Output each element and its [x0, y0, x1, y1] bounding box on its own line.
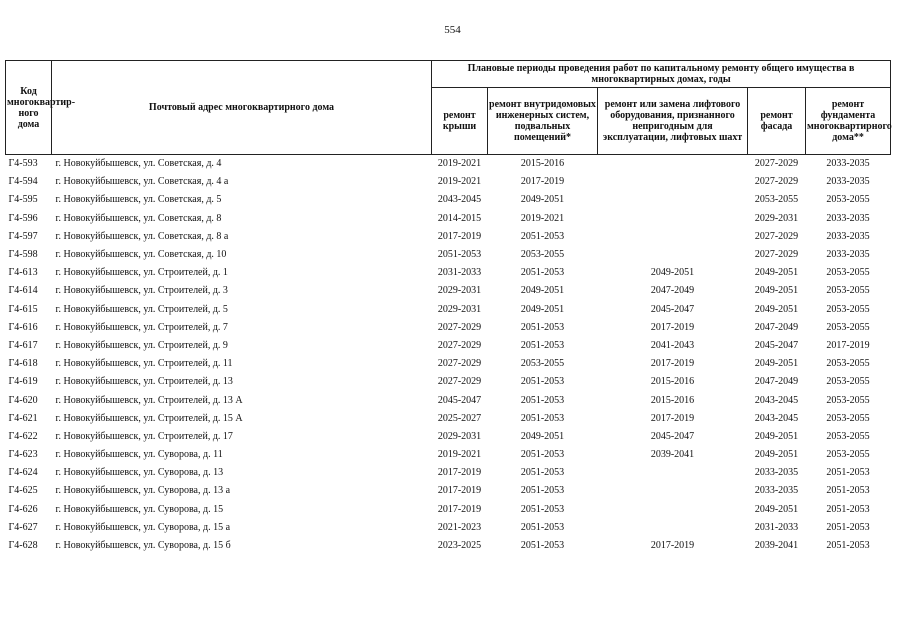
row-code: Г4-619: [8, 376, 38, 388]
table-row: [6, 282, 891, 300]
row-address: г. Новокуйбышевск, ул. Строителей, д. 3: [55, 285, 228, 297]
row-roof: 2027-2029: [437, 376, 482, 388]
row-code: Г4-626: [8, 503, 38, 515]
row-foundation: 2033-2035: [826, 212, 870, 224]
row-facade: 2027-2029: [754, 230, 799, 242]
row-roof: 2021-2023: [437, 521, 482, 533]
row-roof: 2051-2053: [437, 249, 482, 261]
row-internal-systems: 2051-2053: [520, 230, 565, 242]
row-roof: 2029-2031: [437, 303, 482, 315]
row-facade: 2033-2035: [754, 485, 799, 497]
row-address: г. Новокуйбышевск, ул. Суворова, д. 15 а: [55, 521, 231, 533]
row-foundation: 2051-2053: [826, 521, 870, 533]
row-elevator: [598, 246, 748, 264]
capital-repair-table: [5, 60, 891, 555]
row-address: г. Новокуйбышевск, ул. Советская, д. 8 а: [55, 230, 229, 242]
row-code: Г4-621: [8, 412, 38, 424]
row-address: г. Новокуйбышевск, ул. Суворова, д. 15 б: [55, 540, 231, 552]
row-code: Г4-622: [8, 430, 38, 442]
row-elevator: 2017-2019: [650, 321, 695, 333]
row-elevator: [598, 173, 748, 191]
table-row: [6, 191, 891, 209]
row-code: Г4-625: [8, 485, 38, 497]
row-code: Г4-618: [8, 358, 38, 370]
row-elevator: [598, 501, 748, 519]
header-code: Код многоквартир-ного дома: [6, 61, 52, 155]
row-internal-systems: 2051-2053: [520, 521, 565, 533]
header-facade: ремонт фасада: [748, 88, 806, 155]
row-internal-systems: 2051-2053: [520, 339, 565, 351]
row-elevator: [598, 519, 748, 537]
table-row: [6, 428, 891, 446]
row-internal-systems: 2051-2053: [520, 267, 565, 279]
row-facade: 2039-2041: [754, 540, 799, 552]
row-code: Г4-617: [8, 339, 38, 351]
row-foundation: 2051-2053: [826, 485, 870, 497]
row-internal-systems: 2049-2051: [520, 194, 565, 206]
row-elevator: 2039-2041: [650, 449, 695, 461]
row-facade: 2027-2029: [754, 176, 799, 188]
table-row: [6, 446, 891, 464]
table-row: [6, 464, 891, 482]
row-address: г. Новокуйбышевск, ул. Строителей, д. 5: [55, 303, 228, 315]
row-address: г. Новокуйбышевск, ул. Строителей, д. 9: [55, 339, 228, 351]
row-address: г. Новокуйбышевск, ул. Суворова, д. 13 а: [55, 485, 231, 497]
row-foundation: 2053-2055: [826, 430, 870, 442]
row-elevator: 2017-2019: [650, 412, 695, 424]
row-internal-systems: 2017-2019: [520, 176, 565, 188]
row-code: Г4-624: [8, 467, 38, 479]
row-facade: 2031-2033: [754, 521, 799, 533]
row-internal-systems: 2049-2051: [520, 303, 565, 315]
row-internal-systems: 2019-2021: [520, 212, 565, 224]
row-internal-systems: 2051-2053: [520, 503, 565, 515]
row-foundation: 2053-2055: [826, 267, 870, 279]
row-facade: 2049-2051: [754, 430, 799, 442]
row-roof: 2017-2019: [437, 467, 482, 479]
row-internal-systems: 2051-2053: [520, 485, 565, 497]
row-roof: 2025-2027: [437, 412, 482, 424]
row-code: Г4-597: [8, 230, 38, 242]
header-elevator: ремонт или замена лифтового оборудования, признанного непригодным для эксплуатации, лифтовых шахт: [598, 88, 748, 155]
row-code: Г4-614: [8, 285, 38, 297]
row-elevator: [598, 228, 748, 246]
row-elevator: 2017-2019: [650, 540, 695, 552]
row-facade: 2029-2031: [754, 212, 799, 224]
row-roof: 2019-2021: [437, 449, 482, 461]
row-facade: 2033-2035: [754, 467, 799, 479]
row-foundation: 2051-2053: [826, 540, 870, 552]
table-row: [6, 373, 891, 391]
row-code: Г4-620: [8, 394, 38, 406]
row-elevator: [598, 210, 748, 228]
row-elevator: 2047-2049: [650, 285, 695, 297]
table-row: [6, 228, 891, 246]
table-row: [6, 537, 891, 555]
row-elevator: 2015-2016: [650, 394, 695, 406]
row-code: Г4-598: [8, 249, 38, 261]
row-address: г. Новокуйбышевск, ул. Строителей, д. 1: [55, 267, 228, 279]
row-address: г. Новокуйбышевск, ул. Строителей, д. 13 А: [55, 394, 243, 406]
row-address: г. Новокуйбышевск, ул. Строителей, д. 15 А: [55, 412, 243, 424]
row-internal-systems: 2049-2051: [520, 430, 565, 442]
row-foundation: 2053-2055: [826, 321, 870, 333]
row-roof: 2027-2029: [437, 321, 482, 333]
row-code: Г4-615: [8, 303, 38, 315]
row-roof: 2043-2045: [437, 194, 482, 206]
row-facade: 2053-2055: [754, 194, 799, 206]
row-facade: 2027-2029: [748, 155, 806, 174]
row-address: г. Новокуйбышевск, ул. Суворова, д. 13: [55, 467, 224, 479]
row-address: г. Новокуйбышевск, ул. Советская, д. 8: [55, 212, 222, 224]
row-facade: 2047-2049: [754, 321, 799, 333]
row-internal-systems: 2051-2053: [520, 321, 565, 333]
row-roof: 2031-2033: [437, 267, 482, 279]
row-foundation: 2053-2055: [826, 358, 870, 370]
row-facade: 2045-2047: [754, 339, 799, 351]
row-elevator: 2045-2047: [650, 430, 695, 442]
row-facade: 2027-2029: [754, 249, 799, 261]
row-address: г. Новокуйбышевск, ул. Строителей, д. 7: [55, 321, 228, 333]
row-code: Г4-627: [8, 521, 38, 533]
row-foundation: 2033-2035: [826, 176, 870, 188]
row-roof: 2019-2021: [437, 176, 482, 188]
table-row: [6, 355, 891, 373]
row-facade: 2043-2045: [754, 394, 799, 406]
row-address: г. Новокуйбышевск, ул. Советская, д. 4: [52, 155, 432, 174]
row-internal-systems: 2053-2055: [520, 358, 565, 370]
row-elevator: 2045-2047: [650, 303, 695, 315]
table-row: [6, 210, 891, 228]
row-address: г. Новокуйбышевск, ул. Строителей, д. 17: [55, 430, 233, 442]
row-elevator: 2015-2016: [650, 376, 695, 388]
table-row: [6, 319, 891, 337]
row-internal-systems: 2051-2053: [520, 394, 565, 406]
row-elevator: 2017-2019: [650, 358, 695, 370]
row-internal-systems: 2051-2053: [520, 412, 565, 424]
row-address: г. Новокуйбышевск, ул. Советская, д. 10: [55, 249, 227, 261]
row-facade: 2047-2049: [754, 376, 799, 388]
row-roof: 2029-2031: [437, 430, 482, 442]
row-elevator: [598, 464, 748, 482]
row-code: Г4-596: [8, 212, 38, 224]
row-roof: 2029-2031: [437, 285, 482, 297]
row-address: г. Новокуйбышевск, ул. Строителей, д. 11: [55, 358, 233, 370]
row-elevator: [598, 482, 748, 500]
table-row: [6, 501, 891, 519]
row-elevator: 2041-2043: [650, 339, 695, 351]
row-internal-systems: 2051-2053: [520, 376, 565, 388]
row-internal-systems: 2053-2055: [520, 249, 565, 261]
row-facade: 2043-2045: [754, 412, 799, 424]
row-foundation: 2033-2035: [826, 230, 870, 242]
table-row: [6, 482, 891, 500]
row-facade: 2049-2051: [754, 503, 799, 515]
row-foundation: 2053-2055: [826, 303, 870, 315]
row-code: Г4-595: [8, 194, 38, 206]
row-foundation: 2033-2035: [806, 155, 891, 174]
row-foundation: 2053-2055: [826, 194, 870, 206]
row-elevator: [598, 191, 748, 209]
row-facade: 2049-2051: [754, 285, 799, 297]
row-code: Г4-613: [8, 267, 38, 279]
row-code: Г4-594: [8, 176, 38, 188]
row-roof: 2019-2021: [432, 155, 488, 174]
row-roof: 2027-2029: [437, 339, 482, 351]
page-number: 554: [444, 24, 461, 36]
row-elevator: 2049-2051: [650, 267, 695, 279]
row-elevator: [598, 155, 748, 174]
row-address: г. Новокуйбышевск, ул. Советская, д. 5: [55, 194, 222, 206]
row-internal-systems: 2015-2016: [488, 155, 598, 174]
table-row: [6, 301, 891, 319]
row-foundation: 2051-2053: [826, 467, 870, 479]
row-facade: 2049-2051: [754, 358, 799, 370]
row-facade: 2049-2051: [754, 449, 799, 461]
row-code: Г4-593: [6, 155, 52, 174]
table-row: [6, 264, 891, 282]
header-internal-systems: ремонт внутридомовых инженерных систем, подвальных помещений*: [488, 88, 598, 155]
row-address: г. Новокуйбышевск, ул. Суворова, д. 11: [55, 449, 223, 461]
table-row: [6, 519, 891, 537]
table-row: [6, 246, 891, 264]
row-foundation: 2053-2055: [826, 412, 870, 424]
table-row: [6, 173, 891, 191]
row-address: г. Новокуйбышевск, ул. Строителей, д. 13: [55, 376, 233, 388]
row-roof: 2045-2047: [437, 394, 482, 406]
header-periods-group: Плановые периоды проведения работ по капитальному ремонту общего имущества в многоквартирных домах, годы: [432, 61, 891, 88]
row-address: г. Новокуйбышевск, ул. Суворова, д. 15: [55, 503, 224, 515]
header-address: Почтовый адрес многоквартирного дома: [52, 61, 432, 155]
row-internal-systems: 2051-2053: [520, 467, 565, 479]
row-code: Г4-623: [8, 449, 38, 461]
table-body: [6, 155, 891, 556]
row-foundation: 2053-2055: [826, 285, 870, 297]
row-foundation: 2053-2055: [826, 449, 870, 461]
row-foundation: 2033-2035: [826, 249, 870, 261]
header-roof: ремонт крыши: [432, 88, 488, 155]
table-row: [6, 337, 891, 355]
row-address: г. Новокуйбышевск, ул. Советская, д. 4 а: [55, 176, 229, 188]
row-foundation: 2051-2053: [826, 503, 870, 515]
row-foundation: 2053-2055: [826, 376, 870, 388]
row-roof: 2017-2019: [437, 230, 482, 242]
row-code: Г4-628: [8, 540, 38, 552]
row-facade: 2049-2051: [754, 267, 799, 279]
row-internal-systems: 2049-2051: [520, 285, 565, 297]
row-internal-systems: 2051-2053: [520, 449, 565, 461]
row-facade: 2049-2051: [754, 303, 799, 315]
row-roof: 2027-2029: [437, 358, 482, 370]
row-foundation: 2017-2019: [826, 339, 870, 351]
row-internal-systems: 2051-2053: [520, 540, 565, 552]
table-row: [6, 410, 891, 428]
row-code: Г4-616: [8, 321, 38, 333]
header-foundation: ремонт фундамента многоквартирного дома**: [806, 88, 891, 155]
row-roof: 2023-2025: [437, 540, 482, 552]
row-roof: 2017-2019: [437, 503, 482, 515]
table-row: [6, 155, 891, 174]
row-foundation: 2053-2055: [826, 394, 870, 406]
table-row: [6, 391, 891, 409]
row-roof: 2014-2015: [437, 212, 482, 224]
row-roof: 2017-2019: [437, 485, 482, 497]
